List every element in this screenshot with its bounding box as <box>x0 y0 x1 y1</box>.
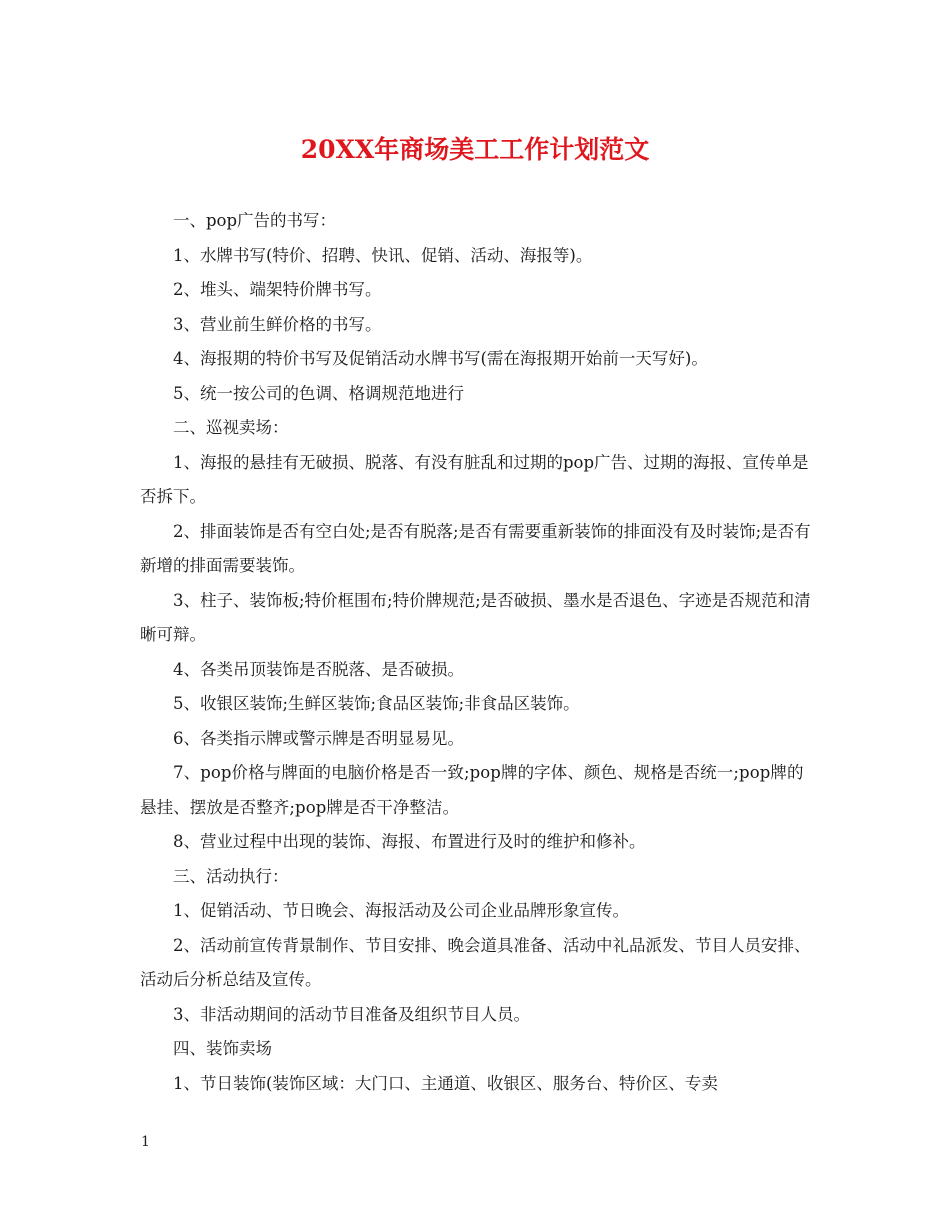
list-item: 6、各类指示牌或警示牌是否明显易见。 <box>173 728 464 748</box>
section-heading-activity: 三、活动执行： <box>173 866 289 886</box>
list-item: 1、节日装饰(装饰区域：大门口、主通道、收银区、服务台、特价区、专卖 <box>173 1073 718 1093</box>
list-item: 3、非活动期间的活动节目准备及组织节目人员。 <box>173 1004 530 1024</box>
list-item: 3、柱子、装饰板;特价框围布;特价牌规范;是否破损、墨水是否退色、字迹是否规范和清晰可辩。 <box>140 590 811 644</box>
list-item: 7、pop价格与牌面的电脑价格是否一致;pop牌的字体、颜色、规格是否统一;pop牌的悬挂、摆放是否整齐;pop牌是否干净整洁。 <box>140 763 804 817</box>
document-title: 20XX年商场美工工作计划范文 <box>300 135 650 164</box>
list-item: 8、营业过程中出现的装饰、海报、布置进行及时的维护和修补。 <box>173 832 646 851</box>
page-number: 1 <box>141 1134 150 1150</box>
section-heading-decoration: 四、装饰卖场 <box>173 1039 272 1058</box>
list-item: 4、海报期的特价书写及促销活动水牌书写(需在海报期开始前一天写好)。 <box>173 349 708 368</box>
list-item: 1、水牌书写(特价、招聘、快讯、促销、活动、海报等)。 <box>173 245 593 265</box>
list-item: 2、活动前宣传背景制作、节目安排、晚会道具准备、活动中礼品派发、节目人员安排、活动后分析总结及宣传。 <box>140 935 811 989</box>
list-item: 1、促销活动、节日晚会、海报活动及公司企业品牌形象宣传。 <box>173 901 629 920</box>
section-heading-inspection: 二、巡视卖场： <box>173 418 289 437</box>
document-body <box>140 204 820 1101</box>
list-item: 5、收银区装饰;生鲜区装饰;食品区装饰;非食品区装饰。 <box>173 694 580 713</box>
list-item: 4、各类吊顶装饰是否脱落、是否破损。 <box>173 659 464 679</box>
list-item: 1、海报的悬挂有无破损、脱落、有没有脏乱和过期的pop广告、过期的海报、宣传单是否拆下。 <box>140 452 809 506</box>
list-item: 2、排面装饰是否有空白处;是否有脱落;是否有需要重新装饰的排面没有及时装饰;是否有新增的排面需要装饰。 <box>140 521 811 575</box>
list-item: 2、堆头、端架特价牌书写。 <box>173 280 382 299</box>
list-item: 5、统一按公司的色调、格调规范地进行 <box>173 383 464 403</box>
list-item: 3、营业前生鲜价格的书写。 <box>173 314 382 334</box>
section-heading-pop: 一、pop广告的书写： <box>173 211 337 230</box>
